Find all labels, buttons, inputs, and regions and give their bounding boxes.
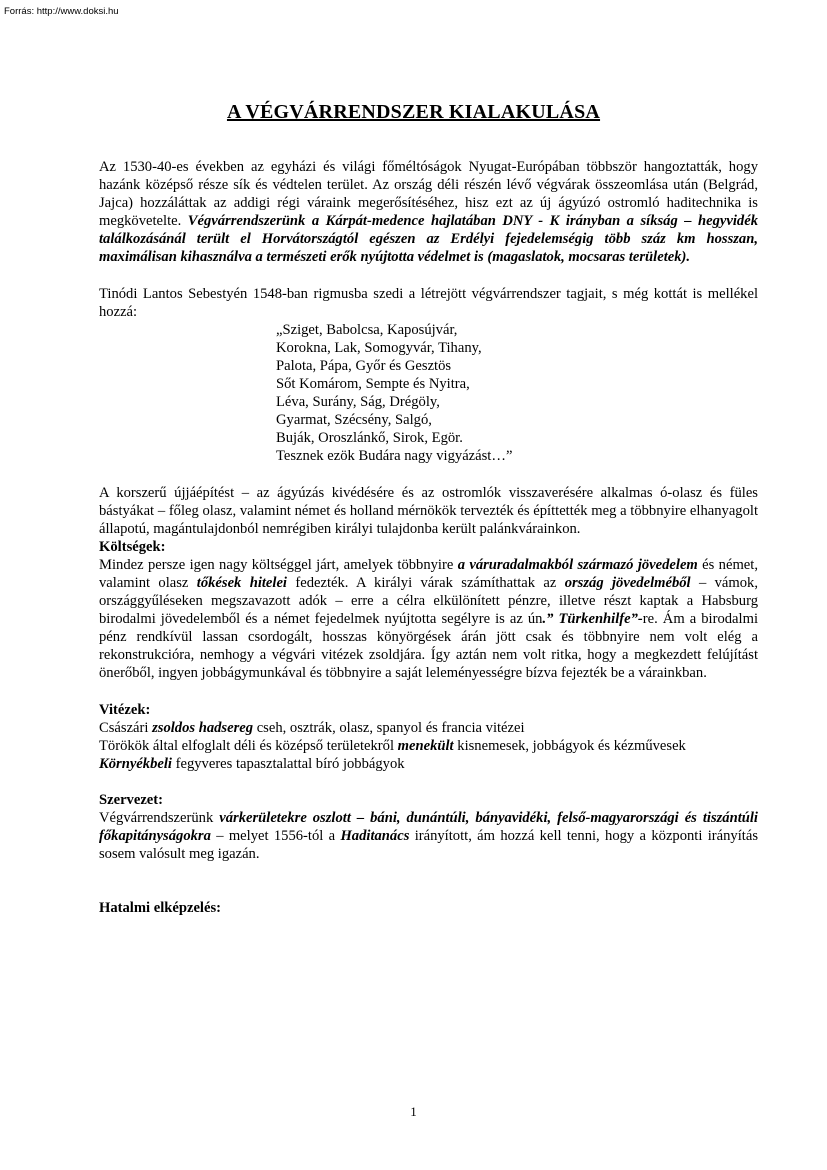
costs-emphasis: a váruradalmakból származó jövedelem — [457, 556, 698, 573]
costs-text: – vámok, országgyűléseken megszavazott adók – erre a célra elkülönített pénzre, illetve részt kaptak a Habsburg birodalmi jövedelemből és a német fejedelmek nyújtotta segélyre is az ún — [99, 574, 758, 628]
soldiers-line-3 — [99, 755, 758, 773]
costs-text: és német, valamint olasz — [99, 556, 758, 591]
poem-line: Léva, Surány, Ság, Drégöly, — [276, 394, 440, 411]
soldiers-text: fegyveres tapasztalattal bíró jobbágyok — [171, 755, 405, 772]
costs-text: Mindez persze igen nagy költséggel járt, amelyek többnyire — [99, 556, 458, 573]
soldiers-text: Császári — [99, 719, 153, 736]
organization-emphasis: Haditanács — [340, 828, 410, 845]
costs-emphasis: .” Türkenhilfe”- — [542, 611, 643, 628]
poem-line: Buják, Oroszlánkő, Sirok, Egör. — [276, 430, 463, 447]
poem-line: Palota, Pápa, Győr és Gesztös — [276, 357, 452, 374]
costs-paragraph — [99, 556, 758, 683]
organization-paragraph — [99, 809, 758, 863]
poem-line: Korokna, Lak, Somogyvár, Tihany, — [276, 339, 482, 356]
tinodi-intro: Tinódi Lantos Sebestyén 1548-ban rigmusba szedi a létrejött végvárrendszer tagjait, s még kottát is mellékel hozzá: — [99, 285, 758, 320]
costs-emphasis: tőkések hitelei — [196, 574, 287, 591]
costs-text: fedezték. A királyi várak számíthattak az — [287, 574, 565, 591]
soldiers-emphasis: menekült — [397, 737, 454, 754]
soldiers-emphasis: zsoldos hadsereg — [152, 719, 254, 736]
page-number: 1 — [410, 1104, 417, 1119]
poem — [276, 321, 758, 466]
costs-emphasis: ország jövedelméből — [564, 574, 691, 591]
costs-text: re. Ám a birodalmi pénz rendkívül lassan csordogált, hosszas könyörgések árán jött csak és többnyire nem volt elég a rekonstrukcióra, nemhogy a végvári vitézek zsoldjára. Így aztán nem volt ritka, hogy a megkezdett felújítást önerőből, ingyen jobbágymunkával és többnyire a saját leleményességre bízva fejezték be a várainkban. — [99, 611, 758, 682]
soldiers-text: cseh, osztrák, olasz, spanyol és francia vitézei — [253, 719, 525, 736]
costs-heading: Költségek: — [99, 538, 166, 555]
poem-line: Tesznek ezök Budára nagy vigyázást…” — [276, 448, 513, 465]
intro-text: Az 1530-40-es években az egyházi és világi főméltóságok Nyugat-Európában többször hangoztatták, hogy hazánk középső része sík és védtelen terület. Az ország déli részén lévő végvárak összeomlása után (Belgrád, Jajca) hozzáláttak az addigi régi váraink megerősítéséhez, hisz ezt az új ágyúzó ostromló haditechnika is megkövetelte. — [99, 159, 758, 230]
intro-paragraph — [99, 158, 758, 267]
soldiers-emphasis: Környékbeli — [99, 755, 172, 772]
soldiers-text: kisnemesek, jobbágyok és kézművesek — [453, 737, 686, 754]
power-heading: Hatalmi elképzelés: — [99, 900, 221, 917]
organization-text: irányított, ám hozzá kell tenni, hogy a központi irányítás sosem valósult meg igazán. — [99, 828, 758, 863]
poem-line: „Sziget, Babolcsa, Kaposújvár, — [276, 321, 458, 338]
page-title: A VÉGVÁRRENDSZER KIALAKULÁSA — [226, 101, 601, 123]
soldiers-line-1 — [99, 719, 758, 737]
organization-text: Végvárrendszerünk — [99, 810, 220, 826]
poem-line: Gyarmat, Szécsény, Salgó, — [276, 412, 432, 429]
soldiers-text: Törökök által elfoglalt déli és középső területekről — [99, 737, 398, 754]
organization-heading: Szervezet: — [99, 791, 163, 808]
soldiers-line-2 — [99, 737, 758, 755]
organization-emphasis: várkerületekre oszlott – báni, dunántúli, bányavidéki, felső-magyarországi és tiszántúli főkapitányságokra — [99, 810, 758, 845]
organization-text: – melyet 1556-tól a — [210, 828, 341, 845]
poem-line: Sőt Komárom, Sempte és Nyitra, — [276, 376, 470, 393]
soldiers-heading: Vitézek: — [99, 701, 151, 718]
intro-emphasis: Végvárrendszerünk a Kárpát-medence hajlatában DNY - K irányban a síkság – hegyvidék találkozásánál terült el Horvátországtól egészen az Erdélyi fejedelemségig több száz km hosszan, maximálisan kihasználva a természeti erők nyújtotta védelmet is (magaslatok, mocsaras területek). — [99, 213, 759, 266]
source-note: Forrás: http://www.doksi.hu — [4, 6, 119, 17]
document-body — [99, 158, 758, 917]
rebuild-paragraph: A korszerű újjáépítést – az ágyúzás kivédésére és az ostromlók visszaverésére alkalmas ó-olasz és füles bástyákat – főleg olasz, valamint német és holland mérnökök tervezték és építtették meg a többnyire elhanyagolt állapotú, magántulajdonból nemrégiben királyi tulajdonba került palánkvárainkon. — [99, 484, 758, 537]
